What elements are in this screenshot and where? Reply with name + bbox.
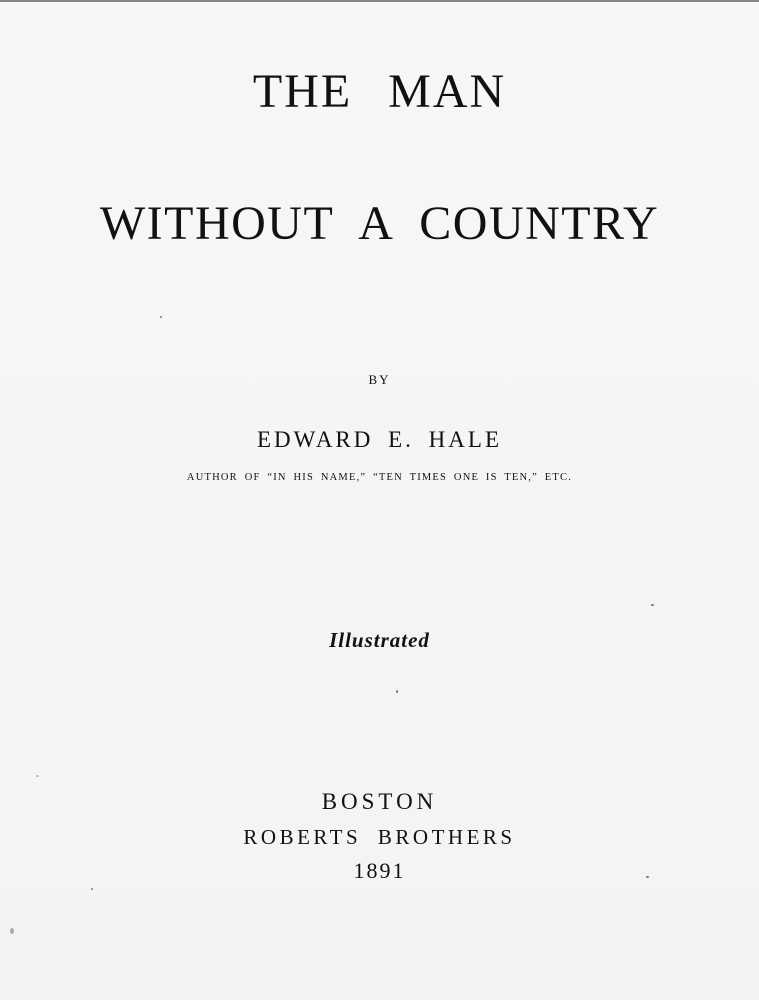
paper-speck — [651, 604, 654, 606]
publication-year: 1891 — [353, 858, 406, 883]
author-other-works: AUTHOR OF “IN HIS NAME,” “TEN TIMES ONE IS TEN,” ETC. — [186, 472, 573, 483]
by-label: BY — [368, 372, 391, 387]
illustrated-label: Illustrated — [329, 628, 430, 652]
paper-speck — [36, 775, 39, 777]
paper-speck — [160, 316, 162, 318]
book-title-line-2: WITHOUT A COUNTRY — [99, 197, 660, 250]
paper-speck — [396, 690, 398, 693]
publisher-city: BOSTON — [321, 789, 438, 814]
publisher-name: ROBERTS BROTHERS — [243, 825, 516, 849]
paper-speck — [91, 888, 93, 890]
author-name: EDWARD E. HALE — [257, 427, 502, 452]
paper-speck — [646, 876, 649, 878]
book-title-line-1: THE MAN — [252, 65, 507, 118]
paper-speck — [10, 928, 14, 934]
page-top-edge — [0, 0, 759, 2]
